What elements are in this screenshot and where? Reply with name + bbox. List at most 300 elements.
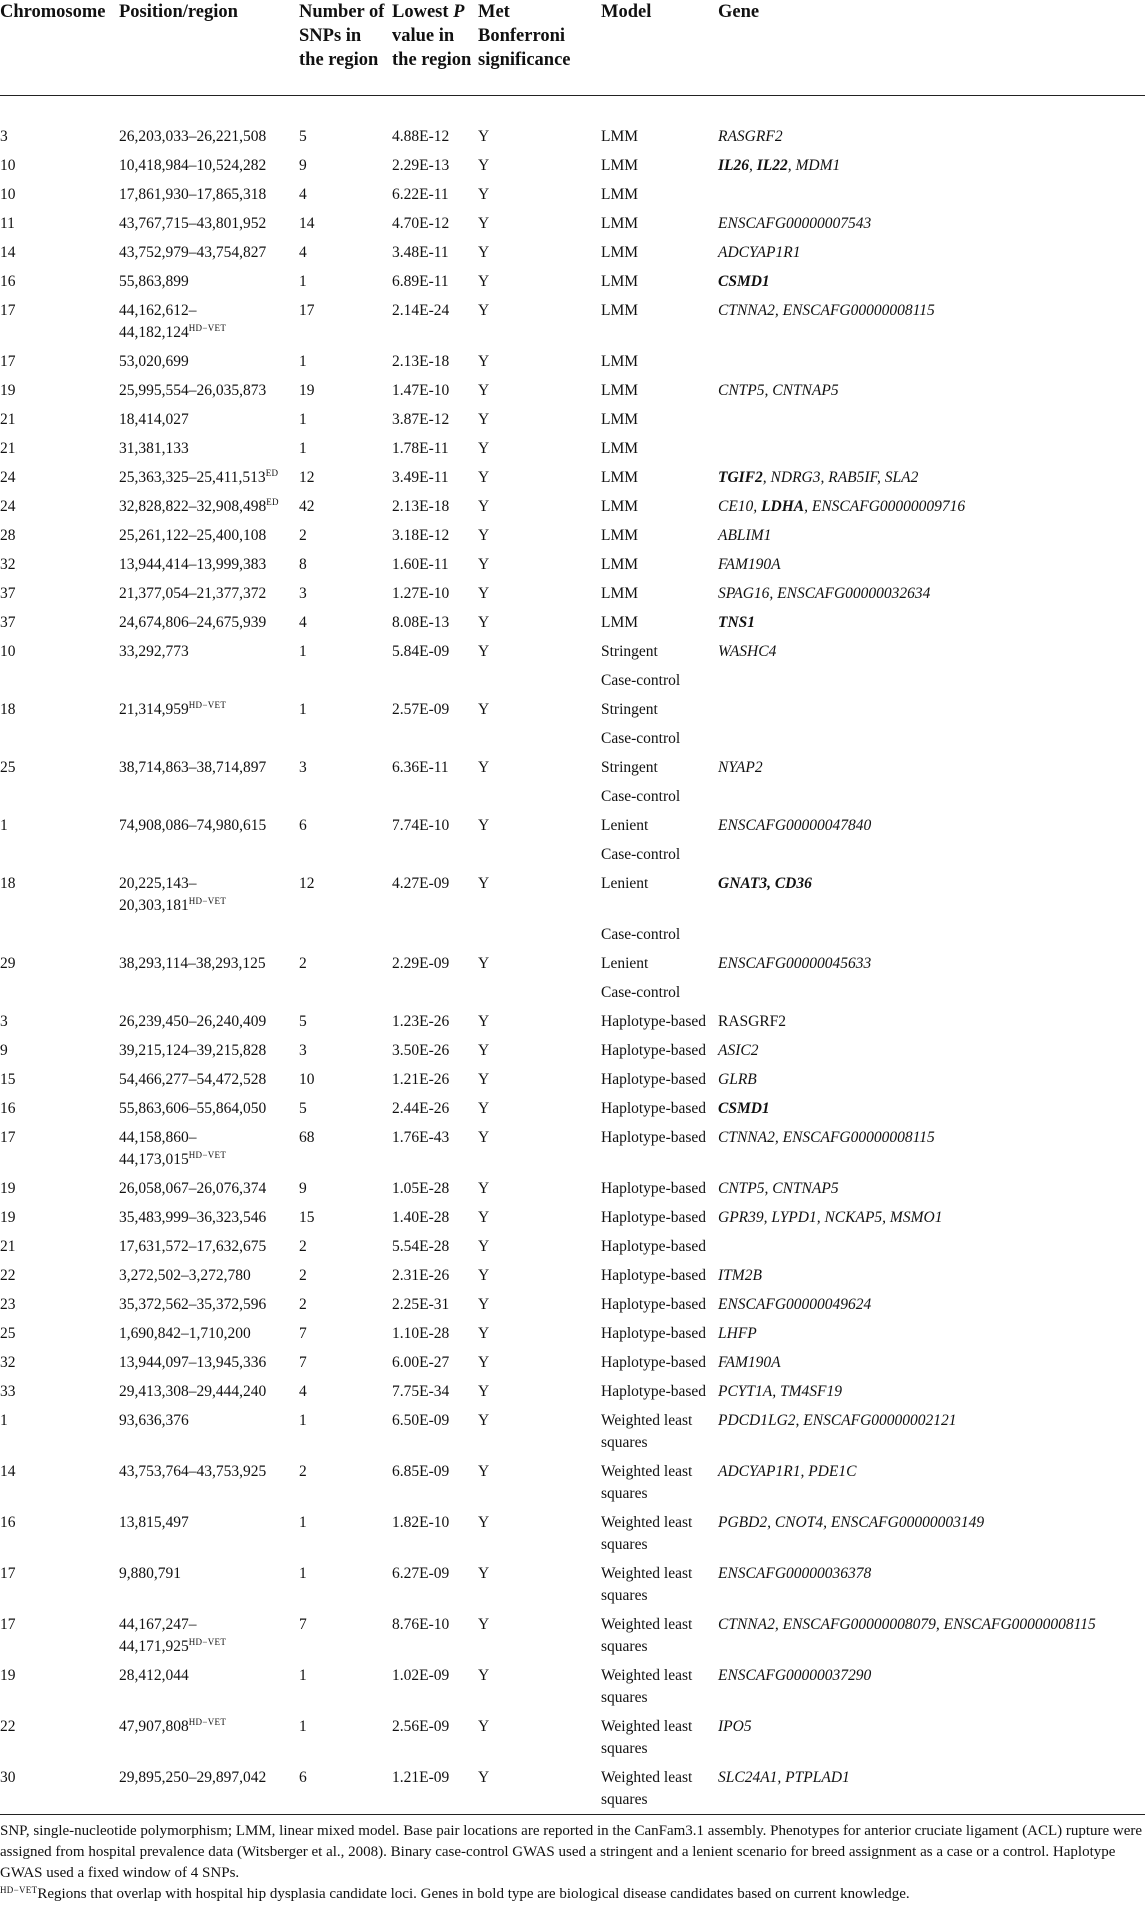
cell-lowest-p: 6.36E-11	[392, 753, 478, 782]
cell-bonferroni: Y	[478, 1559, 601, 1610]
position-value: 26,239,450–26,240,409	[119, 1013, 266, 1030]
cell-lowest-p: 3.87E-12	[392, 405, 478, 434]
position-value: 25,995,554–26,035,873	[119, 382, 266, 399]
cell-bonferroni: Y	[478, 811, 601, 840]
table-row	[0, 1261, 1145, 1290]
cell-num-snps: 9	[299, 1174, 392, 1203]
cell-chromosome: 16	[0, 267, 119, 296]
cell-gene	[718, 1348, 1145, 1377]
cell-bonferroni: Y	[478, 180, 601, 209]
table-row	[0, 1559, 1145, 1610]
cell-lowest-p: 1.60E-11	[392, 550, 478, 579]
position-value: 44,167,247–44,171,925	[119, 1616, 197, 1655]
cell-position	[119, 238, 299, 267]
cell-bonferroni: Y	[478, 434, 601, 463]
table-row	[0, 637, 1145, 666]
cell-bonferroni: Y	[478, 1319, 601, 1348]
cell-model: Lenient	[601, 869, 718, 920]
cell-position	[119, 347, 299, 376]
gene-candidate: TGIF2	[718, 469, 763, 486]
cell-position	[119, 1377, 299, 1406]
gene-text: ENSCAFG00000037290	[718, 1667, 871, 1684]
position-value: 39,215,124–39,215,828	[119, 1042, 266, 1059]
cell-chromosome: 18	[0, 869, 119, 920]
cell-chromosome	[0, 840, 119, 869]
position-value: 38,293,114–38,293,125	[119, 955, 266, 972]
cell-lowest-p: 4.27E-09	[392, 869, 478, 920]
table-row	[0, 1712, 1145, 1763]
cell-num-snps: 5	[299, 1094, 392, 1123]
cell-model: LMM	[601, 347, 718, 376]
cell-gene	[718, 267, 1145, 296]
cell-lowest-p: 6.27E-09	[392, 1559, 478, 1610]
cell-model: LMM	[601, 376, 718, 405]
cell-lowest-p: 1.40E-28	[392, 1203, 478, 1232]
cell-chromosome: 24	[0, 492, 119, 521]
cell-bonferroni: Y	[478, 376, 601, 405]
position-value: 20,225,143–20,303,181	[119, 875, 197, 914]
cell-position	[119, 1348, 299, 1377]
position-value: 93,636,376	[119, 1412, 189, 1429]
table-row	[0, 1763, 1145, 1815]
position-value: 53,020,699	[119, 353, 189, 370]
table-header	[0, 0, 1145, 96]
cell-lowest-p: 1.21E-09	[392, 1763, 478, 1815]
cell-lowest-p: 2.25E-31	[392, 1290, 478, 1319]
gene-text: CE10,	[718, 498, 761, 515]
cell-lowest-p: 6.00E-27	[392, 1348, 478, 1377]
gene-candidate: CSMD1	[718, 1100, 770, 1117]
cell-lowest-p	[392, 840, 478, 869]
cell-gene	[718, 1036, 1145, 1065]
cell-gene	[718, 347, 1145, 376]
table-row	[0, 463, 1145, 492]
cell-bonferroni: Y	[478, 1290, 601, 1319]
cell-gene	[718, 1457, 1145, 1508]
table-row	[0, 608, 1145, 637]
cell-model: Case-control	[601, 782, 718, 811]
cell-lowest-p: 1.23E-26	[392, 1007, 478, 1036]
cell-num-snps: 15	[299, 1203, 392, 1232]
cell-chromosome	[0, 920, 119, 949]
cell-num-snps: 10	[299, 1065, 392, 1094]
gene-text: FAM190A	[718, 1354, 781, 1371]
cell-lowest-p: 5.54E-28	[392, 1232, 478, 1261]
table-row	[0, 1174, 1145, 1203]
cell-num-snps: 1	[299, 405, 392, 434]
gene-text: RASGRF2	[718, 1013, 786, 1030]
cell-model: LMM	[601, 608, 718, 637]
cell-gene	[718, 463, 1145, 492]
cell-num-snps: 14	[299, 209, 392, 238]
cell-position	[119, 96, 299, 152]
table-row	[0, 1610, 1145, 1661]
position-value: 28,412,044	[119, 1667, 189, 1684]
gene-candidate: GNAT3, CD36	[718, 875, 812, 892]
cell-gene	[718, 238, 1145, 267]
cell-num-snps: 2	[299, 1457, 392, 1508]
cell-lowest-p: 1.21E-26	[392, 1065, 478, 1094]
cell-gene	[718, 180, 1145, 209]
cell-chromosome: 17	[0, 296, 119, 347]
cell-num-snps: 1	[299, 1712, 392, 1763]
cell-chromosome	[0, 666, 119, 695]
cell-bonferroni: Y	[478, 1261, 601, 1290]
cell-chromosome: 29	[0, 949, 119, 978]
cell-chromosome: 25	[0, 1319, 119, 1348]
cell-gene	[718, 1763, 1145, 1815]
cell-model: LMM	[601, 405, 718, 434]
cell-bonferroni: Y	[478, 96, 601, 152]
cell-bonferroni: Y	[478, 1457, 601, 1508]
cell-model: Haplotype-based	[601, 1377, 718, 1406]
cell-position	[119, 1065, 299, 1094]
cell-model: LMM	[601, 151, 718, 180]
position-value: 47,907,808	[119, 1718, 189, 1735]
cell-position	[119, 405, 299, 434]
cell-lowest-p	[392, 666, 478, 695]
cell-num-snps: 2	[299, 1290, 392, 1319]
cell-gene	[718, 151, 1145, 180]
cell-lowest-p: 8.08E-13	[392, 608, 478, 637]
position-value: 18,414,027	[119, 411, 189, 428]
gene-text: SPAG16, ENSCAFG00000032634	[718, 585, 930, 602]
gene-text: CTNNA2, ENSCAFG00000008079, ENSCAFG00000008115	[718, 1616, 1096, 1633]
cell-gene	[718, 1203, 1145, 1232]
cell-model: LMM	[601, 434, 718, 463]
cell-lowest-p: 1.47E-10	[392, 376, 478, 405]
col-model: Model	[601, 0, 718, 96]
cell-num-snps: 3	[299, 753, 392, 782]
cell-bonferroni: Y	[478, 1406, 601, 1457]
position-value: 24,674,806–24,675,939	[119, 614, 266, 631]
cell-model: Weighted least squares	[601, 1508, 718, 1559]
table-row	[0, 1508, 1145, 1559]
position-value: 31,381,133	[119, 440, 189, 457]
table-row	[0, 209, 1145, 238]
position-value: 55,863,606–55,864,050	[119, 1100, 266, 1117]
cell-model: Haplotype-based	[601, 1007, 718, 1036]
cell-position	[119, 180, 299, 209]
table-row	[0, 1203, 1145, 1232]
footnote-text: SNP, single-nucleotide polymorphism; LMM, linear mixed model. Base pair locations are reported in the CanFam3.1 assembly. Phenotypes for anterior cruciate ligament (ACL) rupture were assigned from hospital prevalence data (Witsberger et al., 2008). Binary case-control GWAS used a stringent and a lenient scenario for breed assignment as a case or a control. Haplotype GWAS used a fixed window of 4 SNPs.	[0, 1821, 1145, 1884]
gene-text: ADCYAP1R1, PDE1C	[718, 1463, 856, 1480]
cell-gene	[718, 405, 1145, 434]
cell-lowest-p: 1.82E-10	[392, 1508, 478, 1559]
cell-num-snps: 5	[299, 96, 392, 152]
cell-num-snps	[299, 978, 392, 1007]
cell-bonferroni: Y	[478, 550, 601, 579]
cell-gene	[718, 1261, 1145, 1290]
cell-gene	[718, 1007, 1145, 1036]
cell-bonferroni: Y	[478, 463, 601, 492]
table-row	[0, 666, 1145, 695]
cell-model: Haplotype-based	[601, 1174, 718, 1203]
cell-chromosome: 23	[0, 1290, 119, 1319]
position-superscript: HD−VET	[189, 323, 226, 333]
cell-bonferroni: Y	[478, 1610, 601, 1661]
position-superscript: HD−VET	[189, 1717, 226, 1727]
gene-text: RASGRF2	[718, 128, 783, 145]
position-value: 35,372,562–35,372,596	[119, 1296, 266, 1313]
cell-bonferroni: Y	[478, 1232, 601, 1261]
cell-gene	[718, 492, 1145, 521]
cell-model: Weighted least squares	[601, 1763, 718, 1815]
cell-model: LMM	[601, 96, 718, 152]
cell-position	[119, 724, 299, 753]
table-body	[0, 96, 1145, 1815]
cell-lowest-p: 1.10E-28	[392, 1319, 478, 1348]
cell-bonferroni: Y	[478, 267, 601, 296]
cell-chromosome: 16	[0, 1094, 119, 1123]
cell-gene	[718, 1174, 1145, 1203]
cell-gene	[718, 376, 1145, 405]
cell-chromosome: 30	[0, 1763, 119, 1815]
cell-gene	[718, 637, 1145, 666]
cell-gene	[718, 1232, 1145, 1261]
cell-lowest-p: 6.89E-11	[392, 267, 478, 296]
table-row	[0, 267, 1145, 296]
position-value: 10,418,984–10,524,282	[119, 157, 266, 174]
cell-model: Lenient	[601, 811, 718, 840]
cell-num-snps: 7	[299, 1348, 392, 1377]
gene-text: CTNNA2, ENSCAFG00000008115	[718, 1129, 935, 1146]
cell-model: LMM	[601, 550, 718, 579]
position-value: 21,377,054–21,377,372	[119, 585, 266, 602]
cell-gene	[718, 782, 1145, 811]
cell-chromosome: 3	[0, 96, 119, 152]
cell-model: Haplotype-based	[601, 1065, 718, 1094]
cell-chromosome: 37	[0, 608, 119, 637]
cell-gene	[718, 978, 1145, 1007]
table-row	[0, 724, 1145, 753]
cell-chromosome: 32	[0, 550, 119, 579]
cell-num-snps: 4	[299, 180, 392, 209]
cell-chromosome: 15	[0, 1065, 119, 1094]
gene-text: CTNNA2, ENSCAFG00000008115	[718, 302, 935, 319]
cell-chromosome: 19	[0, 1661, 119, 1712]
table-row	[0, 347, 1145, 376]
cell-lowest-p: 4.70E-12	[392, 209, 478, 238]
gene-text: PCYT1A, TM4SF19	[718, 1383, 842, 1400]
cell-model: LMM	[601, 267, 718, 296]
cell-num-snps: 1	[299, 1559, 392, 1610]
cell-position	[119, 1094, 299, 1123]
cell-bonferroni: Y	[478, 405, 601, 434]
cell-num-snps: 9	[299, 151, 392, 180]
cell-chromosome: 22	[0, 1261, 119, 1290]
cell-lowest-p: 1.27E-10	[392, 579, 478, 608]
cell-position	[119, 840, 299, 869]
cell-model: Haplotype-based	[601, 1036, 718, 1065]
cell-lowest-p: 4.88E-12	[392, 96, 478, 152]
cell-num-snps: 19	[299, 376, 392, 405]
cell-gene	[718, 1377, 1145, 1406]
col-chromosome: Chromosome	[0, 0, 119, 96]
cell-model: Weighted least squares	[601, 1610, 718, 1661]
cell-position	[119, 1712, 299, 1763]
cell-num-snps: 2	[299, 521, 392, 550]
cell-chromosome: 10	[0, 151, 119, 180]
cell-lowest-p: 7.74E-10	[392, 811, 478, 840]
cell-num-snps: 8	[299, 550, 392, 579]
position-value: 32,828,822–32,908,498	[119, 498, 266, 515]
cell-chromosome: 3	[0, 1007, 119, 1036]
table-row	[0, 492, 1145, 521]
cell-lowest-p: 7.75E-34	[392, 1377, 478, 1406]
cell-chromosome: 21	[0, 1232, 119, 1261]
cell-position	[119, 1261, 299, 1290]
cell-chromosome: 16	[0, 1508, 119, 1559]
table-row	[0, 1406, 1145, 1457]
cell-num-snps: 2	[299, 1261, 392, 1290]
gene-candidate: CSMD1	[718, 273, 770, 290]
cell-chromosome: 14	[0, 238, 119, 267]
cell-model: Weighted least squares	[601, 1661, 718, 1712]
cell-gene	[718, 1406, 1145, 1457]
gene-text: , ENSCAFG00000009716	[804, 498, 965, 515]
gene-text: PGBD2, CNOT4, ENSCAFG00000003149	[718, 1514, 984, 1531]
cell-lowest-p	[392, 978, 478, 1007]
cell-num-snps: 12	[299, 463, 392, 492]
cell-bonferroni	[478, 920, 601, 949]
cell-model: Haplotype-based	[601, 1094, 718, 1123]
cell-model: LMM	[601, 296, 718, 347]
cell-num-snps: 2	[299, 949, 392, 978]
cell-model: Haplotype-based	[601, 1348, 718, 1377]
cell-model: Stringent	[601, 695, 718, 724]
position-value: 9,880,791	[119, 1565, 181, 1582]
cell-gene	[718, 1661, 1145, 1712]
gene-text: GLRB	[718, 1071, 757, 1088]
gene-text: ENSCAFG00000049624	[718, 1296, 871, 1313]
cell-chromosome: 19	[0, 1203, 119, 1232]
position-value: 29,413,308–29,444,240	[119, 1383, 266, 1400]
table-row	[0, 811, 1145, 840]
position-value: 17,861,930–17,865,318	[119, 186, 266, 203]
cell-chromosome: 1	[0, 1406, 119, 1457]
cell-num-snps: 1	[299, 1661, 392, 1712]
cell-model: Haplotype-based	[601, 1290, 718, 1319]
cell-gene	[718, 949, 1145, 978]
cell-bonferroni: Y	[478, 1377, 601, 1406]
cell-bonferroni: Y	[478, 1508, 601, 1559]
table-row	[0, 695, 1145, 724]
gene-candidate: TNS1	[718, 614, 755, 631]
gene-text: PDCD1LG2, ENSCAFG00000002121	[718, 1412, 957, 1429]
gene-text: ENSCAFG00000047840	[718, 817, 871, 834]
cell-lowest-p: 3.50E-26	[392, 1036, 478, 1065]
cell-num-snps: 17	[299, 296, 392, 347]
gene-text: LHFP	[718, 1325, 757, 1342]
cell-position	[119, 753, 299, 782]
cell-position	[119, 1610, 299, 1661]
table-row	[0, 1123, 1145, 1174]
cell-num-snps: 1	[299, 1508, 392, 1559]
cell-bonferroni: Y	[478, 238, 601, 267]
cell-chromosome: 21	[0, 405, 119, 434]
col-gene: Gene	[718, 0, 1145, 96]
cell-chromosome	[0, 782, 119, 811]
cell-num-snps	[299, 920, 392, 949]
cell-num-snps	[299, 782, 392, 811]
cell-lowest-p: 2.56E-09	[392, 1712, 478, 1763]
cell-gene	[718, 920, 1145, 949]
cell-num-snps: 7	[299, 1610, 392, 1661]
cell-bonferroni: Y	[478, 1348, 601, 1377]
cell-lowest-p: 3.48E-11	[392, 238, 478, 267]
cell-gene	[718, 521, 1145, 550]
position-value: 44,162,612–44,182,124	[119, 302, 197, 341]
cell-num-snps	[299, 840, 392, 869]
cell-model: Lenient	[601, 949, 718, 978]
cell-position	[119, 666, 299, 695]
cell-position	[119, 637, 299, 666]
cell-num-snps: 1	[299, 267, 392, 296]
cell-chromosome: 33	[0, 1377, 119, 1406]
cell-chromosome: 32	[0, 1348, 119, 1377]
cell-position	[119, 376, 299, 405]
table-row	[0, 405, 1145, 434]
cell-position	[119, 1232, 299, 1261]
cell-model: Stringent	[601, 753, 718, 782]
position-superscript: ED	[266, 468, 279, 478]
cell-bonferroni	[478, 782, 601, 811]
position-value: 13,944,414–13,999,383	[119, 556, 266, 573]
table-row	[0, 840, 1145, 869]
cell-position	[119, 267, 299, 296]
cell-chromosome: 19	[0, 376, 119, 405]
cell-num-snps: 3	[299, 1036, 392, 1065]
cell-position	[119, 209, 299, 238]
cell-gene	[718, 1094, 1145, 1123]
table-row	[0, 180, 1145, 209]
cell-chromosome: 1	[0, 811, 119, 840]
cell-position	[119, 434, 299, 463]
position-value: 25,363,325–25,411,513	[119, 469, 266, 486]
position-value: 55,863,899	[119, 273, 189, 290]
gene-text: NYAP2	[718, 759, 763, 776]
gene-text: WASHC4	[718, 643, 776, 660]
table-row	[0, 96, 1145, 152]
cell-position	[119, 1763, 299, 1815]
position-value: 43,752,979–43,754,827	[119, 244, 266, 261]
table-row	[0, 1377, 1145, 1406]
position-value: 13,944,097–13,945,336	[119, 1354, 266, 1371]
table-row	[0, 1065, 1145, 1094]
cell-chromosome: 11	[0, 209, 119, 238]
cell-gene	[718, 296, 1145, 347]
gene-candidate: IL26	[718, 157, 749, 174]
table-row	[0, 782, 1145, 811]
cell-position	[119, 1203, 299, 1232]
cell-model: Haplotype-based	[601, 1261, 718, 1290]
cell-bonferroni: Y	[478, 637, 601, 666]
cell-chromosome	[0, 724, 119, 753]
gene-candidate: LDHA	[761, 498, 804, 515]
cell-bonferroni	[478, 724, 601, 753]
cell-model: LMM	[601, 209, 718, 238]
cell-position	[119, 782, 299, 811]
cell-gene	[718, 666, 1145, 695]
cell-bonferroni: Y	[478, 1174, 601, 1203]
table-row	[0, 1036, 1145, 1065]
position-superscript: HD−VET	[189, 1637, 226, 1647]
position-value: 26,058,067–26,076,374	[119, 1180, 266, 1197]
gene-text: SLC24A1, PTPLAD1	[718, 1769, 850, 1786]
position-value: 38,714,863–38,714,897	[119, 759, 266, 776]
cell-position	[119, 1036, 299, 1065]
